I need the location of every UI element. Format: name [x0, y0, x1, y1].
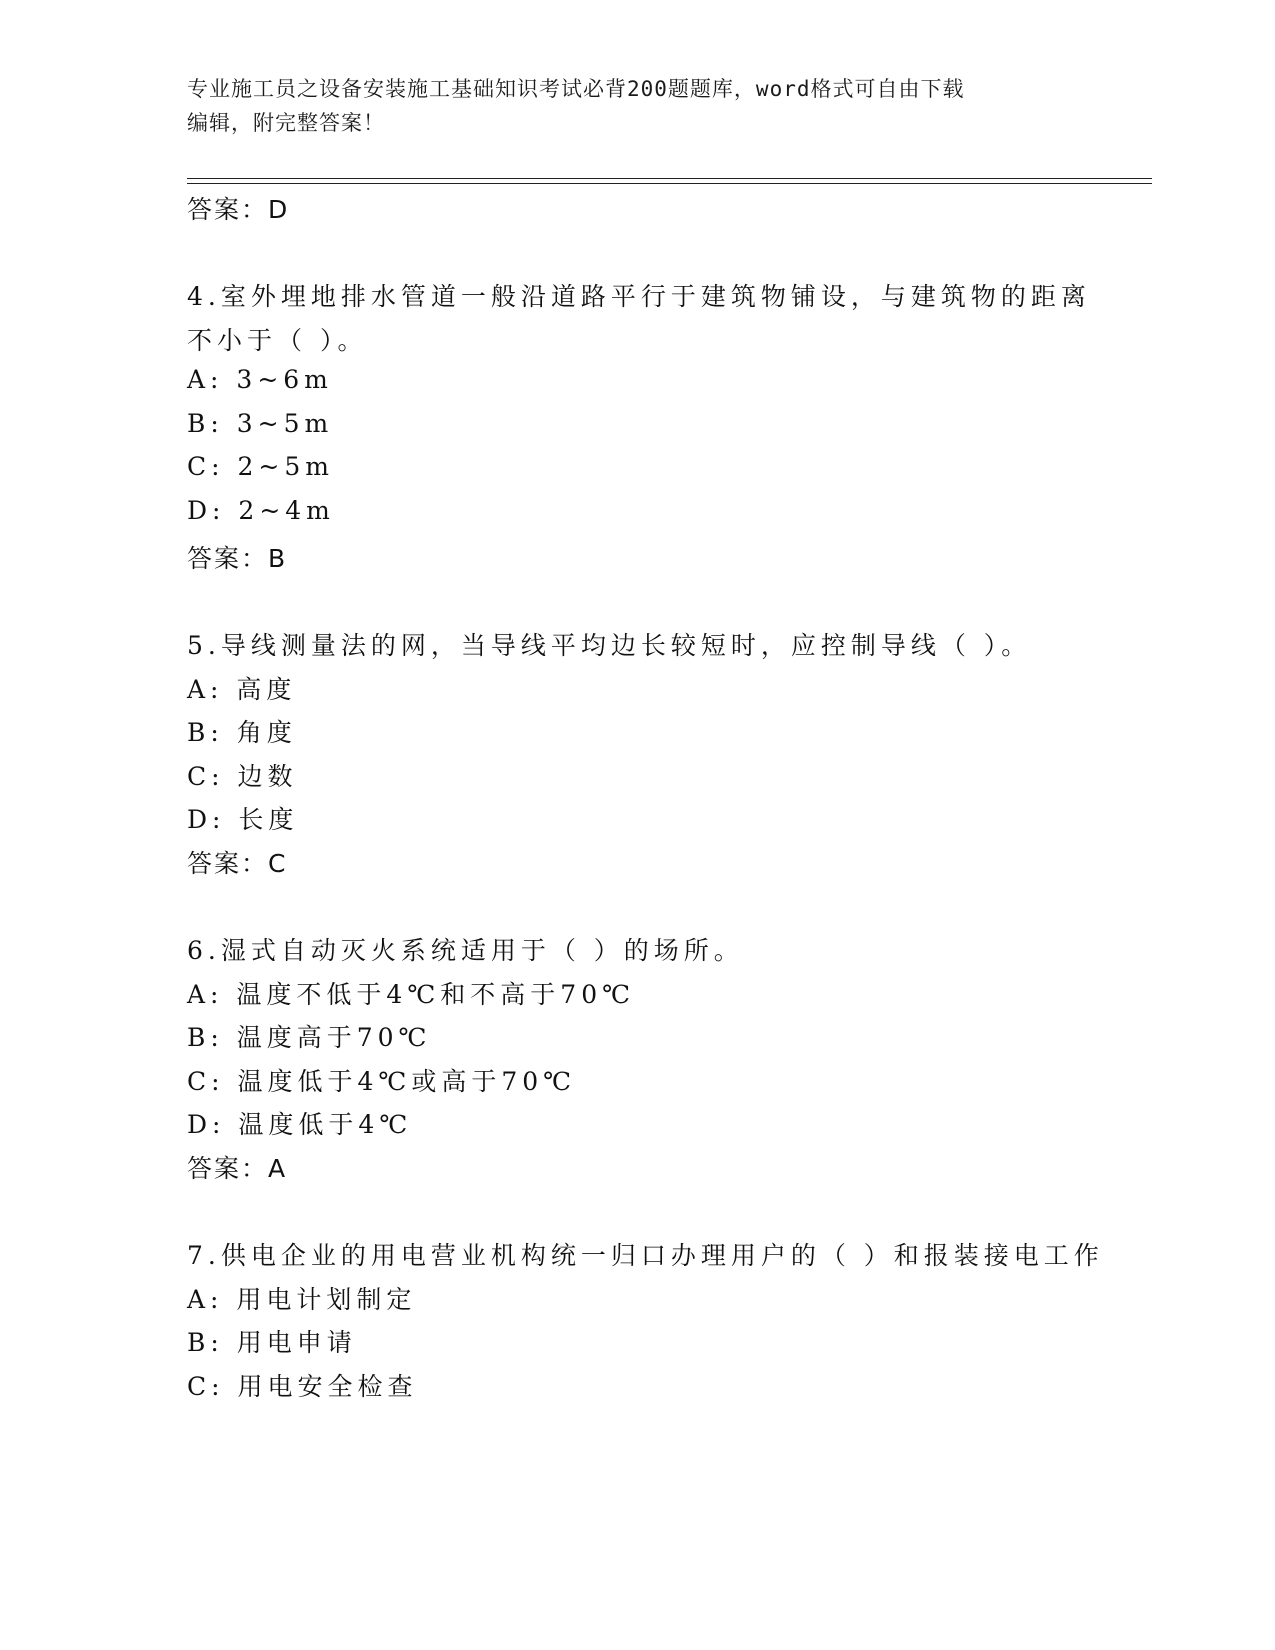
q6-answer: 答案：A: [187, 1154, 288, 1183]
q4-answer: 答案：B: [187, 544, 288, 573]
q6-option-d: D: 温度低于4℃: [187, 1110, 413, 1139]
q6-option-a: A: 温度不低于4℃和不高于70℃: [187, 980, 636, 1009]
q7-option-a: A: 用电计划制定: [187, 1285, 417, 1314]
q4-option-b: B: 3~5m: [187, 409, 334, 438]
header-line-2: 编辑，附完整答案！: [187, 111, 385, 135]
answer-previous: 答案：D: [187, 195, 290, 224]
q5-option-d: D: 长度: [187, 805, 299, 834]
q4-option-d: D: 2~4m: [187, 496, 335, 525]
q6-option-c: C: 温度低于4℃或高于70℃: [187, 1067, 577, 1096]
q5-option-b: B: 角度: [187, 718, 297, 747]
header-divider-top: [187, 178, 1152, 179]
q7-option-c: C: 用电安全检查: [187, 1372, 418, 1401]
header-line-1: 专业施工员之设备安装施工基础知识考试必背200题题库，word格式可自由下载: [187, 77, 965, 101]
q5-stem: 5.导线测量法的网，当导线平均边长较短时，应控制导线（ ）。: [187, 631, 1032, 660]
q5-answer: 答案：C: [187, 849, 288, 878]
q5-option-c: C: 边数: [187, 762, 298, 791]
q4-option-c: C: 2~5m: [187, 452, 334, 481]
q7-option-b: B: 用电申请: [187, 1328, 357, 1357]
document-header: [187, 72, 1087, 140]
q7-stem: 7.供电企业的用电营业机构统一归口办理用户的（ ）和报装接电工作: [187, 1241, 1104, 1270]
header-divider-bottom: [187, 183, 1152, 184]
q6-option-b: B: 温度高于70℃: [187, 1023, 432, 1052]
q5-option-a: A: 高度: [187, 675, 297, 704]
q6-stem: 6.湿式自动灭火系统适用于（ ）的场所。: [187, 936, 744, 965]
q4-option-a: A: 3~6m: [187, 365, 333, 394]
q4-stem-line-2: 不小于（ ）。: [187, 326, 368, 355]
q4-stem-line-1: 4.室外埋地排水管道一般沿道路平行于建筑物铺设，与建筑物的距离: [187, 282, 1091, 311]
